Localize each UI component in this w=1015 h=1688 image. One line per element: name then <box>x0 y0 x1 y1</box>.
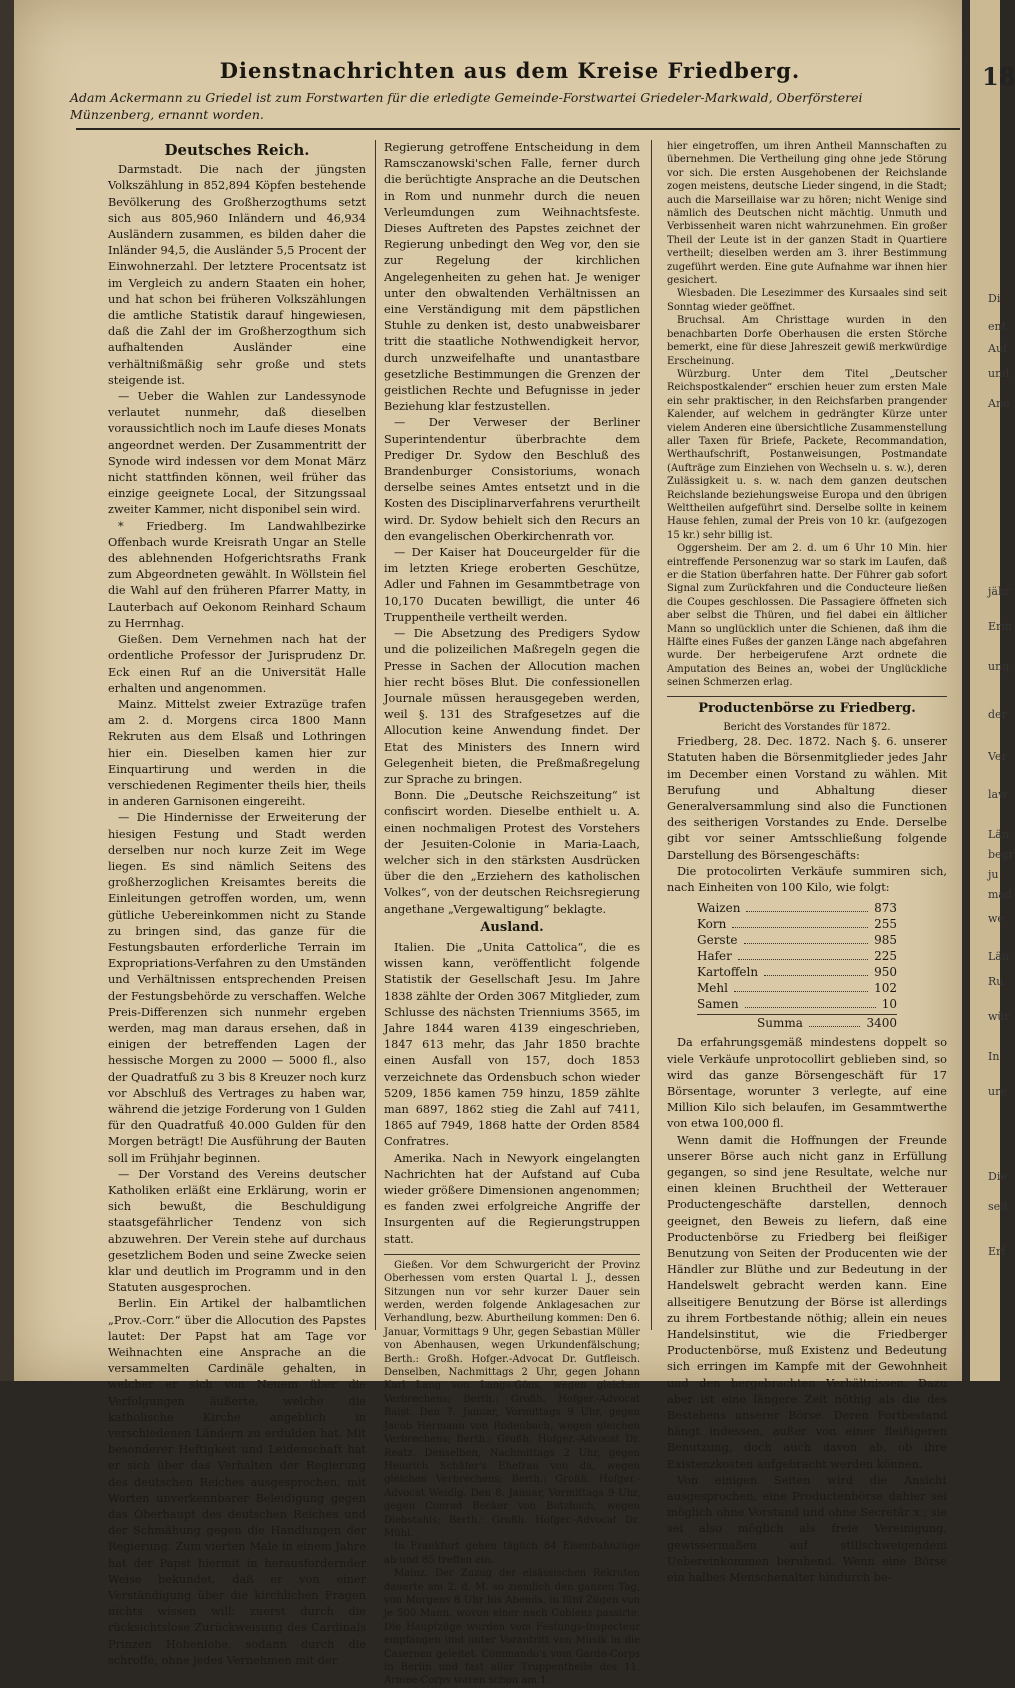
sales-item: Mehl <box>697 981 728 996</box>
article-paragraph: Oggersheim. Der am 2. d. um 6 Uhr 10 Min. hier eintreffende Personenzug war so stark im Laufen, daß er die Station überfahren hatte. Der Führer gab sofort Signal zum Zurückfahren und die Conducteure ließen die Coupes geschlossen. Die Passagiere öffneten sich aber selbst die Thüren, und fiel dabei ein ältlicher Mann so unglücklich unter die Schienen, daß ihm die Hälfte eines Fußes der ganzen Länge nach abgefahren wurde. Der herbeigerufene Arzt ordnete die Amputation des Beines an, wobei der Unglückliche seinen Schmerzen erlag. <box>667 543 947 689</box>
sales-value: 950 <box>874 965 897 980</box>
sales-row <box>697 980 897 996</box>
article-paragraph: — Der Vorstand des Vereins deutscher Katholiken erläßt eine Erklärung, worin er sich bewußt, die Beschuldigung staatsgefährlicher Tendenz von sich abzuwehren. Der Verein stehe auf durchaus gesetzlichem Boden und seine Zwecke seien klar und deutlich im Programm und in den Statuten ausgesprochen. <box>108 1167 366 1295</box>
section-heading-deutsches-reich: Deutsches Reich. <box>164 141 310 159</box>
sales-value: 985 <box>874 933 897 948</box>
article-paragraph: Da erfahrungsgemäß mindestens doppelt so viele Verkäufe unprotocollirt geblieben sind, so wird das ganze Börsengeschäft für 17 Börsentage, worunter 3 verlegte, auf eine Million Kilo sich belaufen, im Gesammtwerthe von etwa 100,000 fl. <box>667 1036 947 1131</box>
appointment-notice: Adam Ackermann zu Griedel ist zum Forstwarten für die erledigte Gemeinde-Forstwartei Griedeler-Markwald, Oberförsterei Münzenberg, ernannt worden. <box>70 90 863 122</box>
column-divider <box>375 140 376 1330</box>
adjacent-page-fragment: Län <box>988 950 1009 963</box>
news-block <box>667 140 947 690</box>
adjacent-page-fragment: mad <box>988 888 1013 901</box>
adjacent-page-fragment: begr <box>988 848 1014 861</box>
article-paragraph: — Die Hindernisse der Erweiterung der hiesigen Festung und Stadt werden derselben nur noch kurze Zeit im Wege liegen. Es sind nämlich Seitens des großherzoglichen Kreisamtes bereits die Einleitungen getroffen worden, um, wenn gütliche Uebereinkommen nicht zu Stande zu bringen sind, das ganze für die Festungsbauten erforderliche Terrain im Expropriations-Verfahren zu den Umständen und Verhältnissen entsprechenden Preisen der Festungsbehörde zu verschaffen. Welche Preis-Differenzen sich nunmehr ergeben werden, mag man daraus ersehen, daß in einigen der betreffenden Lagen der hessische Morgen zu 2000 — 5000 fl., also der Quadratfuß zu 3 bis 8 Kreuzer noch kurz vor Abschluß des Vertrages zu haben war, während die jetzige Forderung von 1 Gulden für den Quadratfuß 40.000 Gulden für den Morgen beträgt! Die Ausführung der Bauten soll im Frühjahr beginnen. <box>108 811 366 1165</box>
adjacent-page-edge <box>962 0 1015 1381</box>
adjacent-page-fragment: der <box>988 708 1007 721</box>
adjacent-page-fragment: Erin <box>988 620 1012 633</box>
adjacent-page-fragment: und <box>988 367 1010 380</box>
sales-item: Korn <box>697 917 727 932</box>
column-1 <box>108 140 366 1669</box>
sales-item: Gerste <box>697 933 738 948</box>
sales-value: 255 <box>874 917 897 932</box>
sales-value: 873 <box>874 901 897 916</box>
article-paragraph: In Frankfurt gehen täglich 84 Eisenbahnzüge ab und 85 treffen ein. <box>384 1541 640 1566</box>
section-heading-ausland: Ausland. <box>480 919 544 935</box>
section-divider <box>384 1254 640 1255</box>
adjacent-page-fragment: Ru <box>988 975 1004 988</box>
sales-table <box>697 900 897 1031</box>
adjacent-page-fragment: we <box>988 912 1004 925</box>
sales-item: Samen <box>697 997 739 1012</box>
column-3 <box>667 140 947 1586</box>
adjacent-page-fragment: ju <box>988 868 999 881</box>
section-divider <box>667 696 947 697</box>
page-gutter <box>962 0 970 1381</box>
article-paragraph: Gießen. Dem Vernehmen nach hat der ordentliche Professor der Jurisprudenz Dr. Eck einen Ruf an die Universität Halle erhalten und angenommen. <box>108 633 366 695</box>
book-binding <box>0 0 14 1381</box>
adjacent-page-fragment: Ver <box>988 750 1007 763</box>
article-paragraph: Gießen. Vor dem Schwurgericht der Provinz Oberhessen vom ersten Quartal l. J., dessen Sitzungen nun vor sehr kurzer Dauer sein werden, werden folgende Anklagesachen zur Verhandlung, bezw. Aburtheilung kommen: Den 6. Januar, Vormittags 9 Uhr, gegen Sebastian Müller von Abenhausen, wegen Urkundenfälschung; Berth.: Großh. Hofger.-Advocat Dr. Gutfleisch. Denselben, Nachmittags 2 Uhr, gegen Johann Karl Lang von Langs-Göns, wegen gleichen Verbrechens; Berth.: Großh. Hofger.-Advocat Baist. Den 7. Januar, Vormittags 9 Uhr, gegen Jacob Hermann von Rodenbach, wegen gleichen Verbrechens; Berth.: Großh. Hofger.-Advocat Dr. Reatz. Denselben, Nachmittags 2 Uhr, gegen Heinrich Schäfer's Ehefrau von da, wegen gleichen Verbrechens; Berth.: Großh. Hofger.-Advocat Weidig. Den 8. Januar, Vormittags 9 Uhr, gegen Conrad Becker von Butzbach, wegen Diebstahls; Berth.: Großh. Hofger.-Advocat Dr. Mühl. <box>384 1259 640 1539</box>
sales-value: 10 <box>881 997 897 1012</box>
article-paragraph: — Der Kaiser hat Douceurgelder für die im letzten Kriege eroberten Geschütze, Adler und Fahnen im Gesammtbetrage von 10,170 Ducaten bewilligt, die unter 46 Truppentheile vertheilt werden. <box>384 546 640 624</box>
adjacent-page-fragment: seit <box>988 1200 1009 1213</box>
article-paragraph: Regierung getroffene Entscheidung in dem Ramsczanowski'schen Falle, ferner durch die berüchtigte Ansprache an die Deutschen in Rom und nunmehr durch die neuen Verleumdungen zum Weihnachtsfeste. Dieses Auftreten des Papstes zeichnet der Regierung unbedingt den Weg vor, den sie zur Regelung der kirchlichen Angelegenheiten zu gehen hat. Je weniger unter den obwaltenden Verhältnissen an eine Verständigung mit dem päpstlichen Stuhle zu denken ist, desto unabweisbarer tritt die staatliche Nothwendigkeit hervor, durch unzweifelhafte und unantastbare gesetzliche Bestimmungen die Grenzen der geistlichen Rechte und Befugnisse in jeder Beziehung klar festzustellen. <box>384 141 640 414</box>
page-header <box>70 58 950 123</box>
article-paragraph: Wiesbaden. Die Lesezimmer des Kursaales sind seit Sonntag wieder geöffnet. <box>667 288 947 313</box>
adjacent-page-number: 18 <box>982 62 1015 91</box>
article-paragraph: Friedberg, 28. Dec. 1872. Nach §. 6. unserer Statuten haben die Börsenmitglieder jedes Jahr im December einen Vorstand zu wählen. Mit Berufung und Abhaltung dieser Generalversammlung sind also die Functionen des seitherigen Vorstandes zu Ende. Derselbe gibt vor seiner Amtsschließung folgende Darstellung des Börsengeschäfts: <box>667 735 947 862</box>
article-paragraph: Von einigen Seiten wird die Ansicht ausgesprochen, eine Productenbörse dahier sei möglich ohne Vorstand und ohne Secretär x.; sie sei also möglich als freie Vereinigung, gewissermaßen auf stillschweigendem Uebereinkommen beruhend. Wenn eine Börse ein halbes Menschenalter hindurch be- <box>667 1473 947 1584</box>
article-paragraph: Wenn damit die Hoffnungen der Freunde unserer Börse auch nicht ganz in Erfüllung gegangen, so sind jene Resultate, welche nur einen kleinen Bruchtheil der Wetterauer Productengeschäfte darstellen, dennoch geeignet, den Beweis zu liefern, daß eine Productenbörse zu Friedberg bei fleißiger Benutzung von Seiten der Producenten wie der Händler zur Blüthe und zur Bedeutung in der Handelswelt gebracht werden kann. Eine allseitigere Benutzung der Börse ist allerdings zu ihrem Fortbestande nöthig; allein ein neues Handelsinstitut, wie die Friedberger Productenbörse, muß Existenz und Bedeutung sich erringen im Kampfe mit der Gewohnheit und den hergebrachten Verhältnissen. Dazu aber ist eine längere Zeit nöthig als die des Bestehens unserer Börse. Deren Fortbestand hängt indessen, außer von einer fleißigeren Benutzung, doch auch davon ab, ob ihre Existenzkosten aufgebracht werden können. <box>667 1133 947 1471</box>
adjacent-page-fragment: ung <box>988 660 1010 673</box>
local-news-block <box>384 1259 640 1688</box>
article-paragraph: — Ueber die Wahlen zur Landessynode verlautet nunmehr, daß dieselben voraussichtlich noch im Laufe dieses Monats angeordnet werden. Der Zusammentritt der Synode wird indessen vor dem Monat März nicht stattfinden können, weil früher das einzige geeignete Local, der Sitzungssaal zweiter Kammer, nicht disponibel sein wird. <box>108 390 366 517</box>
sales-row <box>697 900 897 916</box>
article-paragraph: Darmstadt. Die nach der jüngsten Volkszählung in 852,894 Köpfen bestehende Bevölkerung des Großherzogthums setzt sich aus 805,960 Inländern und 46,934 Ausländern zusammen, es bilden daher die Inländer 94,5, die Ausländer 5,5 Procent der Einwohnerzahl. Der letztere Procentsatz ist im Vergleich zu andern Staaten ein hoher, und hat schon bei früheren Volkszählungen die amtliche Statistik darauf hingewiesen, daß die Zahl der im Großherzogthum sich aufhaltenden Ausländer eine verhältnißmäßig sehr große und stets steigende ist. <box>108 163 366 387</box>
adjacent-page-fragment: Auf <box>988 342 1008 355</box>
section-heading-productenboerse: Productenbörse zu Friedberg. <box>698 700 916 716</box>
page-title: Dienstnachrichten aus dem Kreise Friedberg. <box>219 58 801 83</box>
article-paragraph: Berlin. Ein Artikel der halbamtlichen „Prov.-Corr.“ über die Allocution des Papstes lautet: Der Papst hat am Tage vor Weihnachten eine Ansprache an die versammelten Cardinäle gehalten, in welcher er sich von Neuem über die Verfolgungen äußerte, welche die katholische Kirche angeblich in verschiedenen Ländern zu erdulden hat. Mit besonderer Heftigkeit und Leidenschaft hat er sich über das Verhalten der Regierung des deutschen Reiches ausgesprochen, mit Worten unverkennbarer Beleidigung gegen das Oberhaupt des deutschen Reiches und der Schmähung gegen die Handlungen der Regierung. Zum vierten Male in einem Jahre hat der Papst hiermit in herausfordernder Weise bekundet, daß er von einer Verständigung über die kirchlichen Fragen nichts wissen will: zuerst durch die rücksichtslose Zurückweisung des Cardinals Prinzen Hohenlohe, sodann durch die schroffe, ohne jedes Vernehmen mit der <box>108 1297 366 1667</box>
sales-row <box>697 996 897 1012</box>
adjacent-page-fragment: Ane <box>988 397 1010 410</box>
article-paragraph: Mainz. Der Zuzug der elsässischen Rekruten dauerte am 2. d. M. so ziemlich den ganzen Tag, von Morgens 8 Uhr bis Abends, in fünf Zügen von je 500 Mann, wovon einer nach Coblenz passirte. Die Hauptzüge wurden vom Festungs-Inspecteur empfangen und unter Vorantritt von Musik in die Casernen geleitet. Commando's vom Garde-Corps in Berlin und fast aller Truppentheile des 11. Armee-Corps waren schon am 1. <box>384 1568 640 1687</box>
article-paragraph: hier eingetroffen, um ihren Antheil Mannschaften zu übernehmen. Die Vertheilung ging ohne jede Störung vor sich. Die ersten Ausgehobenen der Reichslande zogen meistens, deutsche Lieder singend, in die Stadt; auch die Marseillaise war zu hören; nicht Wenige sind nämlich des Deutschen nicht mächtig. Unmuth und Verbissenheit waren nicht wahrzunehmen. Ein großer Theil der Leute ist in der ganzen Stadt in Quartiere vertheilt; dieselben werden am 3. ihrer Bestimmung zugeführt werden. Eine gute Aufnahme war ihnen hier gesichert. <box>667 141 947 287</box>
sales-value: 225 <box>874 949 897 964</box>
header-divider <box>76 128 960 130</box>
adjacent-page-fragment: Län <box>988 828 1009 841</box>
sales-item: Waizen <box>697 901 741 916</box>
sales-row <box>697 916 897 932</box>
article-paragraph: Mainz. Mittelst zweier Extrazüge trafen am 2. d. Morgens circa 1800 Mann Rekruten aus dem Elsaß und Lothringen hier ein. Dieselben kamen hier zur Einquartirung und werden in die verschiedenen Regimenter theils hier, theils in anderen Garnisonen eingereiht. <box>108 697 366 809</box>
article-paragraph: Die protocolirten Verkäufe summiren sich, nach Einheiten von 100 Kilo, wie folgt: <box>667 864 947 895</box>
sum-value: 3400 <box>866 1016 897 1031</box>
sales-row <box>697 948 897 964</box>
column-divider <box>651 140 652 1330</box>
sum-label: Summa <box>757 1016 803 1031</box>
article-paragraph: Amerika. Nach in Newyork eingelangten Nachrichten hat der Aufstand auf Cuba wieder größere Dimensionen angenommen; es fanden zwei erfolgreiche Angriffe der Insurgenten auf die Regierungstruppen statt. <box>384 1151 640 1246</box>
article-paragraph: Bonn. Die „Deutsche Reichszeitung“ ist confiscirt worden. Dieselbe enthielt u. A. einen nochmaligen Protest des Vorstehers der Jesuiten-Colonie in Maria-Laach, welcher sich in den stärksten Ausdrücken über die den „Erziehern des katholischen Volkes“, von der deutschen Reichsregierung angethane „Vergewaltigung“ beklagte. <box>384 789 640 916</box>
adjacent-page-fragment: jähr <box>988 585 1011 598</box>
sales-row <box>697 964 897 980</box>
sales-row <box>697 932 897 948</box>
article-paragraph: Bruchsal. Am Christtage wurden in den benachbarten Dorfe Oberhausen die ersten Störche bemerkt, eine für diese Jahreszeit gewiß merkwürdige Erscheinung. <box>667 315 947 367</box>
article-paragraph: — Der Verweser der Berliner Superintendentur überbrachte dem Prediger Dr. Sydow den Beschluß des Brandenburger Consistoriums, wonach derselbe seines Amtes entsetzt und in die Kosten des Disciplinarverfahrens verurtheilt wird. Dr. Sydow behielt sich den Recurs an den evangelischen Oberkirchenrath vor. <box>384 416 640 543</box>
adjacent-page-fragment: Erf <box>988 1245 1006 1258</box>
sales-sum-row <box>697 1014 897 1031</box>
adjacent-page-fragment: law <box>988 788 1008 801</box>
adjacent-page-fragment: ent <box>988 320 1007 333</box>
column-2 <box>384 140 640 1688</box>
article-paragraph: Würzburg. Unter dem Titel „Deutscher Reichspostkalender“ erschien heuer zum ersten Male ein sehr praktischer, in den Reichsfarben prangender Kalender, auf welchem in gedrängter Kürze unter vielem Anderen eine übersichtliche Zusammenstellung aller Taxen für Briefe, Packete, Recommandation, Werthaufschrift, Postanweisungen, Postmandate (Aufträge zum Einziehen von Wechseln u. s. w.), deren Zulässigkeit u. s. w. nach dem ganzen deutschen Reichslande beziehungsweise Europa und den übrigen Welttheilen aufgeführt sind. Derselbe sollte in keinem Hause fehlen, zumal der Preis von 10 kr. (aufgezogen 15 kr.) sehr billig ist. <box>667 368 947 541</box>
adjacent-page-fragment: wür <box>988 1010 1010 1023</box>
adjacent-page-fragment: ure <box>988 1085 1007 1098</box>
adjacent-page-fragment: Di <box>988 292 1001 305</box>
adjacent-page-fragment: In <box>988 1050 1000 1063</box>
adjacent-page-fragment: Die <box>988 1170 1007 1183</box>
article-paragraph: Italien. Die „Unita Cattolica“, die es wissen kann, veröffentlicht folgende Statistik der Gesellschaft Jesu. Im Jahre 1838 zählte der Orden 3067 Mitglieder, zum Schlusse des nächsten Trienniums 3565, im Jahre 1844 waren 4139 eingeschrieben, 1847 613 mehr, das Jahr 1850 brachte einen Ausfall von 157, doch 1853 verzeichnete das Ordensbuch schon wieder 5209, 1856 kamen 759 hinzu, 1859 zählte man 6897, 1862 stieg die Zahl auf 7411, 1865 auf 7949, 1868 hatte der Orden 8584 Confratres. <box>384 940 640 1149</box>
article-paragraph: — Die Absetzung des Predigers Sydow und die polizeilichen Maßregeln gegen die Presse in Sachen der Allocution machen hier recht böses Blut. Die confessionellen Journale müssen herausgegeben werden, weil §. 131 des Strafgesetzes auf die Allocution keine Anwendung findet. Der Etat des Ministers des Innern wird Gelegenheit bieten, die Preßmaßregelung zur Sprache zu bringen. <box>384 627 640 786</box>
report-subheading: Bericht des Vorstandes für 1872. <box>723 721 891 733</box>
sales-item: Kartoffeln <box>697 965 759 980</box>
article-paragraph: * Friedberg. Im Landwahlbezirke Offenbach wurde Kreisrath Ungar an Stelle des ablehnenden Hofgerichtsraths Frank zum Abgeordneten gewählt. In Wöllstein fiel die Wahl auf den früheren Pfarrer Matty, in Lauterbach auf Oekonom Reinhard Schaum zu Herrnhag. <box>108 519 366 630</box>
sales-item: Hafer <box>697 949 732 964</box>
sales-value: 102 <box>874 981 897 996</box>
